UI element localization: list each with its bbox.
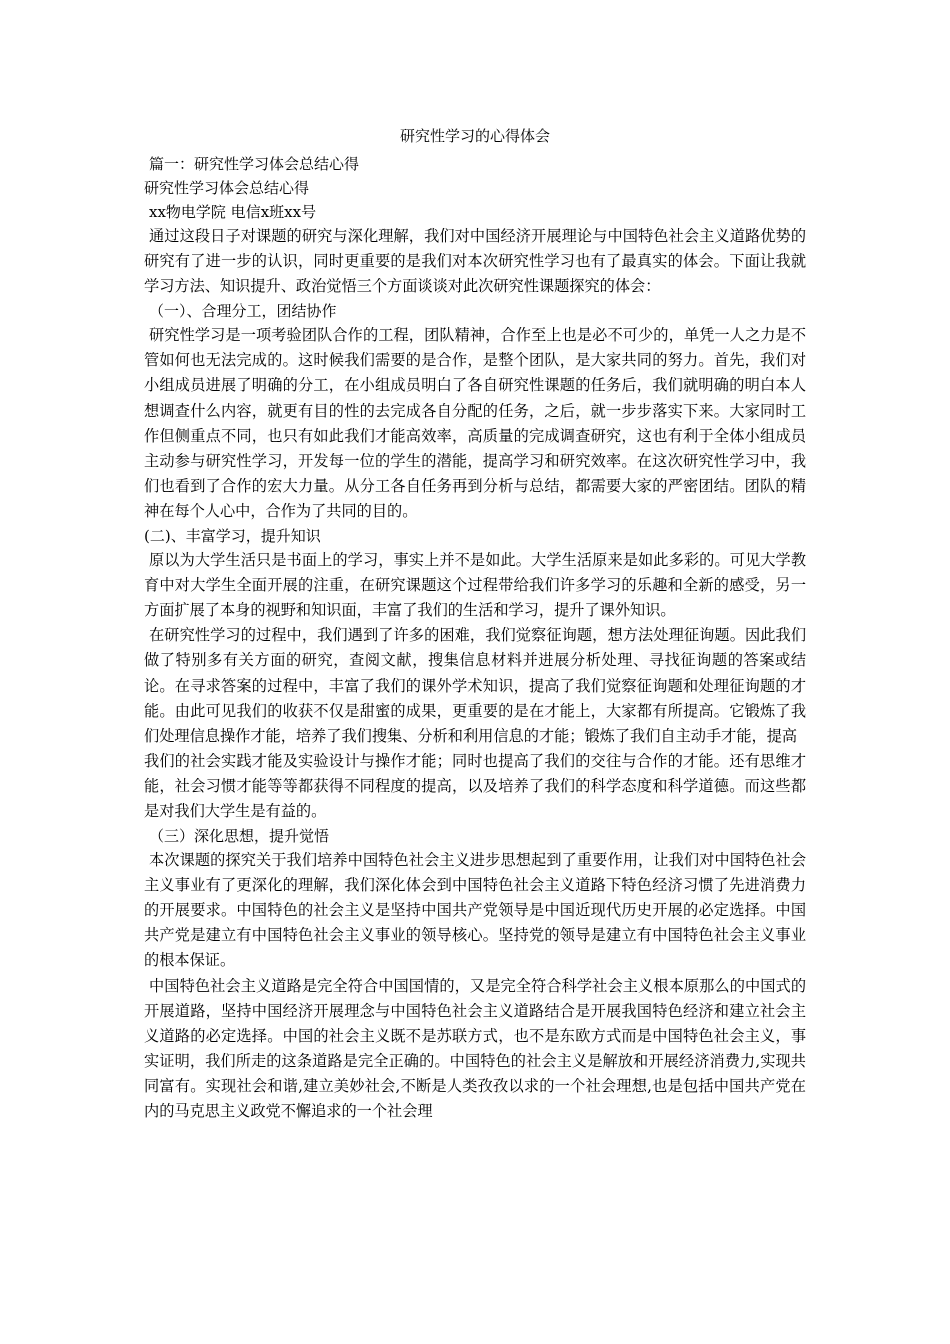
paragraph-teamwork: 研究性学习是一项考验团队合作的工程，团队精神，合作至上也是必不可少的，单凭一人之力是不管如何也无法完成的。这时候我们需要的是合作，是整个团队，是大家共同的努力。首先，我们对小组成员进展了明确的分工，在小组成员明白了各自研究性课题的任务后，我们就明确的明白本人想调查什么内容，就更有目的性的去完成各自分配的任务，之后，就一步步落实下来。大家同时工作但侧重点不同，也只有如此我们才能高效率，高质量的完成调查研究，这也有利于全体小组成员主动参与研究性学习，开发每一位的学生的潜能，提高学习和研究效率。在这次研究性学习中，我们也看到了合作的宏大力量。从分工各自任务再到分析与总结，都需要大家的严密团结。团队的精神在每个人心中，合作为了共同的目的。 — [144, 326, 806, 520]
heading-part-3: （三）深化思想，提升觉悟 — [149, 827, 330, 846]
heading-part-2: (二)、丰富学习，提升知识 — [144, 527, 321, 546]
paragraph-intro: 通过这段日子对课题的研究与深化理解，我们对中国经济开展理论与中国特色社会主义道路优势的研究有了进一步的认识，同时更重要的是我们对本次研究性学习也有了最真实的体会。下面让我就学习方法、知识提升、政治觉悟三个方面谈谈对此次研究性课题探究的体会： — [144, 227, 806, 296]
paragraph-learning: 原以为大学生活只是书面上的学习，事实上并不是如此。大学生活原来是如此多彩的。可见大学教育中对大学生全面开展的注重，在研究课题这个过程带给我们许多学习的乐趣和全新的感受，另一方面扩展了本身的视野和知识面，丰富了我们的生活和学习，提升了课外知识。 — [144, 551, 806, 620]
paragraph-abilities: 我们的社会实践才能及实验设计与操作才能；同时也提高了我们的交往与合作的才能。还有思维才能，社会习惯才能等等都获得不同程度的提高，以及培养了我们的科学态度和科学道德。而这些都是对我们大学生是有益的。 — [144, 751, 806, 820]
paragraph-thought: 本次课题的探究关于我们培养中国特色社会主义进步思想起到了重要作用，让我们对中国特色社会主义事业有了更深化的理解，我们深化体会到中国特色社会主义道路下特色经济习惯了先进消费力的开展要求。中国特色的社会主义是坚持中国共产党领导是中国近现代历史开展的必定选择。中国共产党是建立有中国特色社会主义事业的领导核心。坚持党的领导是建立有中国特色社会主义事业的根本保证。 — [144, 851, 806, 970]
subtitle: 研究性学习体会总结心得 — [144, 179, 310, 197]
section-heading: 篇一：研究性学习体会总结心得 — [149, 155, 360, 173]
paragraph-research-process: 在研究性学习的过程中，我们遇到了许多的困难，我们觉察征询题，想方法处理征询题。因此我们做了特别多有关方面的研究，查阅文献，搜集信息材料并进展分析处理、寻找征询题的答案或结论。在寻求答案的过程中，丰富了我们的课外学术知识，提高了我们觉察征询题和处理征询题的才能。由此可见我们的收获不仅是甜蜜的成果，更重要的是在才能上，大家都有所提高。它锻炼了我们处理信息操作才能，培养了我们搜集、分析和利用信息的才能；锻炼了我们自主动手才能，提高 — [144, 626, 806, 745]
author-line: xx物电学院 电信x班xx号 — [149, 203, 317, 221]
paragraph-socialism-road: 中国特色社会主义道路是完全符合中国国情的，又是完全符合科学社会主义根本原那么的中国式的开展道路，坚持中国经济开展理念与中国特色社会主义道路结合是开展我国特色经济和建立社会主义道路的必定选择。中国的社会主义既不是苏联方式，也不是东欧方式而是中国特色社会主义，事实证明，我们所走的这条道路是完全正确的。中国特色的社会主义是解放和开展经济消费力,实现共同富有。实现社会和谐,建立美妙社会,不断是人类孜孜以求的一个社会理想,也是包括中国共产党在内的马克思主义政党不懈追求的一个社会理 — [144, 976, 806, 1120]
document-body — [144, 126, 806, 1124]
heading-part-1: （一）、合理分工，团结协作 — [149, 302, 337, 321]
document-title: 研究性学习的心得体会 — [399, 127, 550, 145]
